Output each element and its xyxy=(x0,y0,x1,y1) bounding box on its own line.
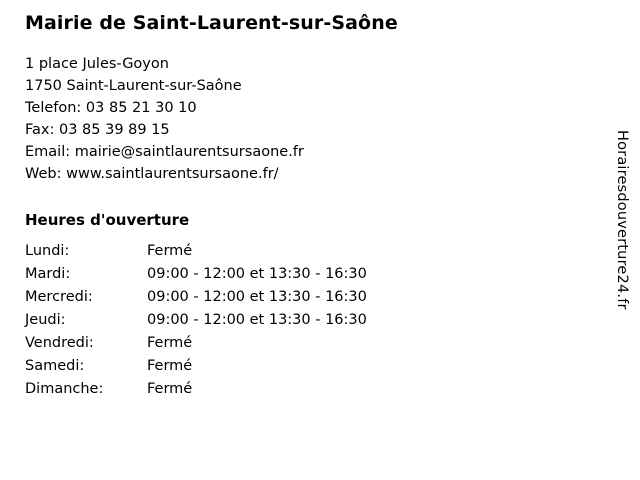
day-label: Mercredi: xyxy=(25,288,93,305)
address-city: 1750 Saint-Laurent-sur-Saône xyxy=(25,77,242,94)
table-row xyxy=(25,312,367,335)
table-row xyxy=(25,381,367,404)
table-row xyxy=(25,266,367,289)
day-label: Lundi: xyxy=(25,242,70,259)
address-email: Email: mairie@saintlaurentsursaone.fr xyxy=(25,143,304,160)
page-title: Mairie de Saint-Laurent-sur-Saône xyxy=(25,12,398,34)
day-hours: Fermé xyxy=(147,242,193,259)
day-hours: 09:00 - 12:00 et 13:30 - 16:30 xyxy=(147,288,367,305)
sidebar-site-label: Horairesdouverture24.fr xyxy=(614,130,630,310)
table-row xyxy=(25,289,367,312)
table-row xyxy=(25,243,367,266)
day-label: Mardi: xyxy=(25,265,71,282)
table-row xyxy=(25,358,367,381)
opening-hours-heading: Heures d'ouverture xyxy=(25,210,190,229)
address-phone: Telefon: 03 85 21 30 10 xyxy=(25,99,197,116)
day-hours: Fermé xyxy=(147,380,193,397)
sidebar-watermark xyxy=(606,0,632,480)
day-label: Jeudi: xyxy=(25,311,66,328)
day-hours: 09:00 - 12:00 et 13:30 - 16:30 xyxy=(147,311,367,328)
day-label: Vendredi: xyxy=(25,334,94,351)
address-street: 1 place Jules-Goyon xyxy=(25,55,169,72)
day-hours: Fermé xyxy=(147,357,193,374)
table-row xyxy=(25,335,367,358)
day-label: Dimanche: xyxy=(25,380,104,397)
address-web: Web: www.saintlaurentsursaone.fr/ xyxy=(25,165,279,182)
day-label: Samedi: xyxy=(25,357,85,374)
day-hours: Fermé xyxy=(147,334,193,351)
day-hours: 09:00 - 12:00 et 13:30 - 16:30 xyxy=(147,265,367,282)
address-fax: Fax: 03 85 39 89 15 xyxy=(25,121,170,138)
opening-hours-table xyxy=(25,243,367,404)
content-area xyxy=(25,12,585,404)
